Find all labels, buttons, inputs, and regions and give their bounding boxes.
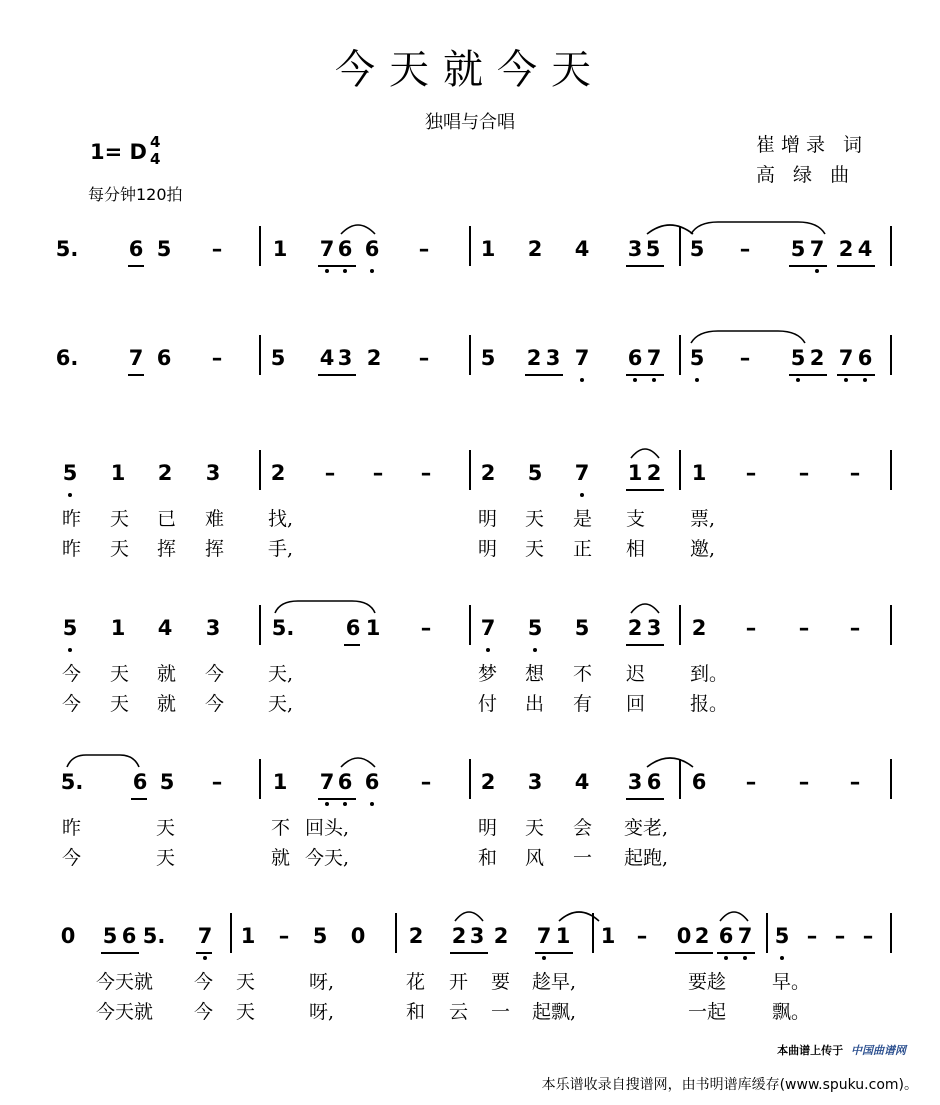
lyric: 今 — [194, 1001, 214, 1023]
octave-dot — [203, 956, 207, 960]
note: 2 — [451, 924, 467, 948]
barline — [259, 335, 261, 375]
lyric: 回头, — [305, 817, 350, 839]
underline — [131, 798, 147, 800]
slur — [338, 220, 378, 236]
lyric: 变老, — [624, 817, 669, 839]
lyric: 明 — [478, 538, 498, 560]
note: – — [745, 770, 757, 794]
key-signature: 1= D — [90, 140, 147, 164]
lyric: 票, — [690, 508, 716, 530]
lyric: 一起 — [688, 1001, 727, 1023]
note: 2 — [526, 346, 542, 370]
octave-dot — [343, 802, 347, 806]
lyric: 一 — [573, 847, 593, 869]
slur — [452, 907, 486, 923]
note: 1 — [555, 924, 571, 948]
note: 2 — [838, 237, 854, 261]
note: 5 — [159, 770, 175, 794]
octave-dot — [370, 802, 374, 806]
octave-dot — [68, 493, 72, 497]
lyric: 呀, — [309, 971, 335, 993]
note: 6 — [345, 616, 361, 640]
underline — [626, 265, 664, 267]
score-line-4 — [0, 613, 940, 715]
note: 1 — [691, 461, 707, 485]
note: 4 — [574, 237, 590, 261]
lyric: 已 — [157, 508, 177, 530]
note: 7 — [319, 770, 335, 794]
note: 3 — [627, 237, 643, 261]
slur — [717, 907, 751, 923]
note: – — [862, 924, 874, 948]
lyric: 天, — [268, 663, 294, 685]
octave-dot — [796, 378, 800, 382]
score-line-2 — [0, 343, 940, 387]
octave-dot — [844, 378, 848, 382]
note: 7 — [319, 237, 335, 261]
lyric: 到。 — [690, 663, 729, 685]
note: 5 — [312, 924, 328, 948]
lyric: 天 — [110, 693, 130, 715]
note: 3 — [527, 770, 543, 794]
underline — [626, 798, 664, 800]
lyric: 天 — [110, 508, 130, 530]
barline — [766, 913, 768, 953]
lyricist-credit: 崔增录 词 — [756, 134, 869, 156]
note: 6 — [128, 237, 144, 261]
note: 7 — [646, 346, 662, 370]
underline — [535, 952, 573, 954]
barline — [469, 605, 471, 645]
underline — [717, 952, 755, 954]
note: – — [420, 461, 432, 485]
note: – — [739, 237, 751, 261]
barline — [890, 605, 892, 645]
note: 1 — [110, 461, 126, 485]
note: 2 — [627, 616, 643, 640]
note: – — [418, 237, 430, 261]
slur — [688, 329, 808, 345]
note: – — [211, 346, 223, 370]
note: 2 — [691, 616, 707, 640]
note: 6 — [627, 346, 643, 370]
barline — [469, 335, 471, 375]
lyric: 今天就 — [96, 971, 154, 993]
barline — [259, 605, 261, 645]
lyric: 付 — [478, 693, 498, 715]
note: 0 — [676, 924, 692, 948]
underline — [789, 374, 827, 376]
lyric: 回 — [626, 693, 646, 715]
note: 3 — [646, 616, 662, 640]
note: – — [278, 924, 290, 948]
lyric: 昨 — [62, 538, 82, 560]
underline — [318, 798, 356, 800]
lyric: 花 — [406, 971, 426, 993]
octave-dot — [370, 269, 374, 273]
lyric: 梦 — [478, 663, 498, 685]
octave-dot — [863, 378, 867, 382]
slur — [64, 753, 142, 769]
lyric: 不 — [573, 663, 593, 685]
note: 5. — [55, 237, 79, 261]
slur — [644, 753, 696, 769]
lyric: 天 — [110, 663, 130, 685]
lyric: 天 — [525, 538, 545, 560]
note: 6 — [857, 346, 873, 370]
note: – — [798, 770, 810, 794]
barline — [259, 226, 261, 266]
note: 1 — [627, 461, 643, 485]
barline — [469, 759, 471, 799]
lyric: 开 — [449, 971, 469, 993]
octave-dot — [68, 648, 72, 652]
note: 1 — [272, 237, 288, 261]
note: 7 — [838, 346, 854, 370]
underline — [128, 374, 144, 376]
octave-dot — [486, 648, 490, 652]
octave-dot — [580, 378, 584, 382]
note: – — [211, 237, 223, 261]
note: 1 — [600, 924, 616, 948]
underline — [837, 265, 875, 267]
note: 1 — [272, 770, 288, 794]
note: 5. — [60, 770, 84, 794]
lyric: 趁早, — [532, 971, 577, 993]
note: 2 — [366, 346, 382, 370]
note: 7 — [737, 924, 753, 948]
note: 6 — [364, 237, 380, 261]
note: 2 — [646, 461, 662, 485]
note: 5 — [790, 237, 806, 261]
score-line-5 — [0, 767, 940, 869]
barline — [259, 450, 261, 490]
note: 5 — [527, 616, 543, 640]
composer-credit: 高 绿 曲 — [756, 164, 856, 186]
note: 3 — [205, 616, 221, 640]
underline — [626, 644, 664, 646]
note: 7 — [536, 924, 552, 948]
slur — [338, 753, 378, 769]
lyric: 昨 — [62, 508, 82, 530]
note: 3 — [469, 924, 485, 948]
note: 7 — [574, 346, 590, 370]
underline — [525, 374, 563, 376]
note: 2 — [480, 461, 496, 485]
lyric: 和 — [406, 1001, 426, 1023]
lyric: 今 — [194, 971, 214, 993]
octave-dot — [815, 269, 819, 273]
note: 5 — [689, 237, 705, 261]
lyric: 天, — [268, 693, 294, 715]
note: 6 — [718, 924, 734, 948]
source-notice: 本乐谱收录自搜谱网，由书明谱库缓存(www.spuku.com)。 — [541, 1077, 918, 1093]
lyric: 今 — [62, 663, 82, 685]
barline — [890, 913, 892, 953]
note: 5 — [689, 346, 705, 370]
lyric: 就 — [271, 847, 291, 869]
note: – — [849, 770, 861, 794]
barline — [469, 450, 471, 490]
octave-dot — [343, 269, 347, 273]
lyric: 相 — [626, 538, 646, 560]
note: 5 — [62, 461, 78, 485]
note: 5 — [156, 237, 172, 261]
song-subtitle: 独唱与合唱 — [425, 112, 515, 133]
lyric: 天 — [525, 817, 545, 839]
underline — [450, 952, 488, 954]
lyric: 支 — [626, 508, 646, 530]
lyric: 一 — [491, 1001, 511, 1023]
lyric: 今 — [62, 847, 82, 869]
lyric: 今 — [205, 693, 225, 715]
note: 5 — [62, 616, 78, 640]
note: 5. — [142, 924, 166, 948]
note: 6 — [691, 770, 707, 794]
note: 0 — [350, 924, 366, 948]
lyric: 要 — [491, 971, 511, 993]
note: – — [745, 616, 757, 640]
score-line-1 — [0, 234, 940, 278]
octave-dot — [724, 956, 728, 960]
barline — [259, 759, 261, 799]
time-signature-bottom: 4 — [150, 150, 161, 168]
octave-dot — [580, 493, 584, 497]
lyric: 找, — [268, 508, 294, 530]
underline — [318, 265, 356, 267]
slur — [628, 599, 662, 615]
time-signature-top: 4 — [150, 133, 161, 151]
slur — [272, 599, 378, 615]
underline — [344, 644, 360, 646]
lyric: 会 — [573, 817, 593, 839]
lyric: 今 — [205, 663, 225, 685]
note: 6. — [55, 346, 79, 370]
note: – — [798, 461, 810, 485]
score-line-3 — [0, 458, 940, 560]
barline — [890, 450, 892, 490]
underline — [318, 374, 356, 376]
lyric: 呀, — [309, 1001, 335, 1023]
tempo-marking: 每分钟120拍 — [88, 185, 183, 204]
lyric: 要趁 — [688, 971, 727, 993]
underline — [837, 374, 875, 376]
lyric: 就 — [157, 663, 177, 685]
upload-notice — [777, 1042, 906, 1058]
lyric: 是 — [573, 508, 593, 530]
note: 4 — [319, 346, 335, 370]
note: 4 — [157, 616, 173, 640]
barline — [469, 226, 471, 266]
lyric: 天 — [110, 538, 130, 560]
lyric: 天 — [236, 1001, 256, 1023]
note: 2 — [527, 237, 543, 261]
lyric: 云 — [449, 1001, 469, 1023]
note: 7 — [128, 346, 144, 370]
lyric: 明 — [478, 817, 498, 839]
note: – — [420, 616, 432, 640]
note: 1 — [480, 237, 496, 261]
lyric: 挥 — [205, 538, 225, 560]
song-title: 今天就今天 — [335, 47, 605, 93]
note: 6 — [156, 346, 172, 370]
note: 5 — [645, 237, 661, 261]
barline — [679, 335, 681, 375]
lyric: 挥 — [157, 538, 177, 560]
note: 3 — [545, 346, 561, 370]
lyric: 今天, — [305, 847, 350, 869]
lyric: 想 — [525, 663, 545, 685]
note: 6 — [337, 770, 353, 794]
note: – — [806, 924, 818, 948]
note: 5 — [574, 616, 590, 640]
site-logo[interactable]: 中国曲谱网 — [851, 1044, 906, 1057]
lyric: 手, — [268, 538, 294, 560]
note: – — [745, 461, 757, 485]
note: 6 — [132, 770, 148, 794]
octave-dot — [542, 956, 546, 960]
note: – — [418, 346, 430, 370]
note: 6 — [121, 924, 137, 948]
barline — [230, 913, 232, 953]
octave-dot — [633, 378, 637, 382]
note: 5 — [102, 924, 118, 948]
slur — [688, 220, 828, 236]
lyric: 不 — [271, 817, 291, 839]
note: – — [798, 616, 810, 640]
note: 5 — [480, 346, 496, 370]
note: 4 — [857, 237, 873, 261]
lyric: 风 — [525, 847, 545, 869]
lyric: 报。 — [690, 693, 729, 715]
lyric: 飘。 — [772, 1001, 811, 1023]
lyric: 就 — [157, 693, 177, 715]
octave-dot — [325, 802, 329, 806]
slur — [556, 907, 602, 923]
lyric: 明 — [478, 508, 498, 530]
lyric: 天 — [525, 508, 545, 530]
note: 6 — [364, 770, 380, 794]
lyric: 早。 — [772, 971, 811, 993]
note: – — [372, 461, 384, 485]
barline — [679, 450, 681, 490]
lyric: 昨 — [62, 817, 82, 839]
slur — [628, 444, 662, 460]
barline — [395, 913, 397, 953]
octave-dot — [695, 378, 699, 382]
upload-notice-text: 本曲谱上传于 — [777, 1044, 844, 1057]
note: 3 — [205, 461, 221, 485]
lyric: 今天就 — [96, 1001, 154, 1023]
underline — [196, 952, 212, 954]
underline — [101, 952, 139, 954]
lyric: 天 — [236, 971, 256, 993]
lyric: 出 — [525, 693, 545, 715]
lyric: 难 — [205, 508, 225, 530]
note: – — [849, 616, 861, 640]
barline — [890, 335, 892, 375]
note: 5 — [774, 924, 790, 948]
barline — [679, 605, 681, 645]
underline — [675, 952, 713, 954]
note: 2 — [408, 924, 424, 948]
note: – — [420, 770, 432, 794]
note: 2 — [480, 770, 496, 794]
lyric: 和 — [478, 847, 498, 869]
octave-dot — [533, 648, 537, 652]
lyric: 起飘, — [532, 1001, 577, 1023]
note: 4 — [574, 770, 590, 794]
lyric: 天 — [156, 817, 176, 839]
note: – — [324, 461, 336, 485]
note: 5 — [270, 346, 286, 370]
note: 5 — [790, 346, 806, 370]
underline — [626, 489, 664, 491]
time-signature — [150, 134, 160, 168]
octave-dot — [780, 956, 784, 960]
note: 7 — [197, 924, 213, 948]
note: 6 — [337, 237, 353, 261]
note: 1 — [240, 924, 256, 948]
note: 7 — [574, 461, 590, 485]
note: 6 — [646, 770, 662, 794]
note: 7 — [480, 616, 496, 640]
note: 1 — [365, 616, 381, 640]
note: 2 — [809, 346, 825, 370]
underline — [128, 265, 144, 267]
octave-dot — [652, 378, 656, 382]
underline — [626, 374, 664, 376]
note: 7 — [809, 237, 825, 261]
note: 5 — [527, 461, 543, 485]
lyric: 迟 — [626, 663, 646, 685]
lyric: 正 — [573, 538, 593, 560]
note: – — [636, 924, 648, 948]
note: 5. — [271, 616, 295, 640]
barline — [890, 759, 892, 799]
note: 3 — [337, 346, 353, 370]
note: – — [211, 770, 223, 794]
note: 2 — [694, 924, 710, 948]
note: 2 — [157, 461, 173, 485]
note: 2 — [493, 924, 509, 948]
lyric: 天 — [156, 847, 176, 869]
note: 0 — [60, 924, 76, 948]
underline — [789, 265, 827, 267]
lyric: 邀, — [690, 538, 716, 560]
barline — [890, 226, 892, 266]
lyric: 今 — [62, 693, 82, 715]
lyric: 起跑, — [624, 847, 669, 869]
note: – — [834, 924, 846, 948]
note: – — [849, 461, 861, 485]
note: – — [739, 346, 751, 370]
score-line-6 — [0, 921, 940, 1023]
note: 1 — [110, 616, 126, 640]
octave-dot — [325, 269, 329, 273]
lyric: 有 — [573, 693, 593, 715]
octave-dot — [743, 956, 747, 960]
note: 3 — [627, 770, 643, 794]
note: 2 — [270, 461, 286, 485]
